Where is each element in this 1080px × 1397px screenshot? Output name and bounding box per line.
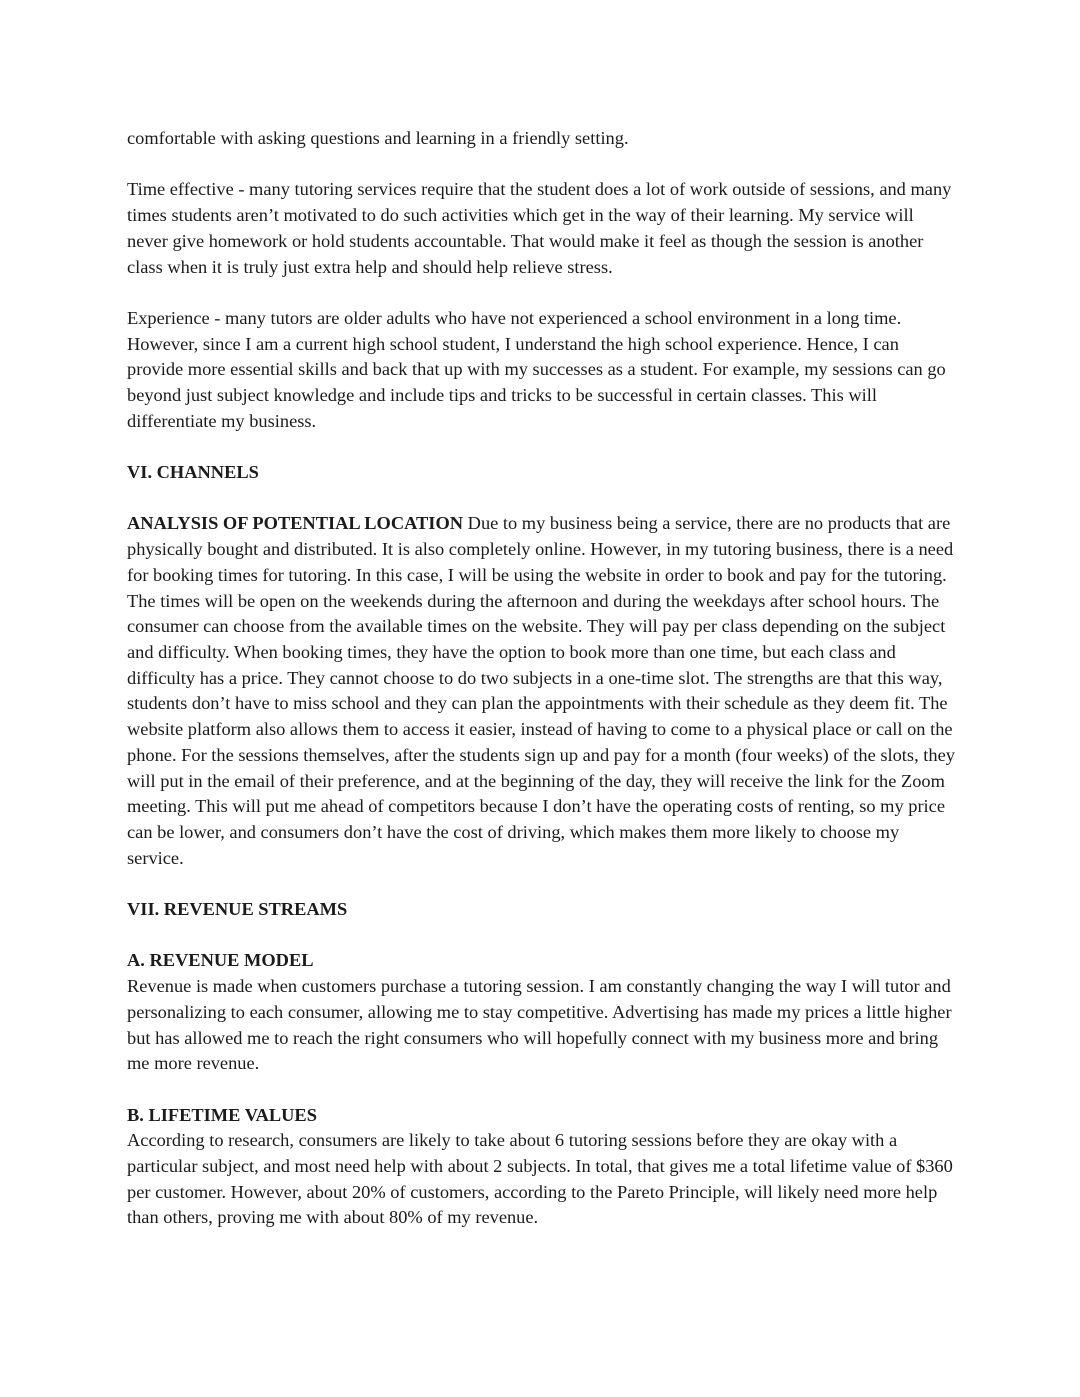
- spacer: [127, 1077, 957, 1103]
- location-analysis-heading: ANALYSIS OF POTENTIAL LOCATION: [127, 513, 464, 534]
- experience-paragraph: Experience - many tutors are older adults who have not experienced a school environment in a long time. However, since I am a current high school student, I understand the high school experience. Hence, I can provide more essential skills and back that up with my successes as a student. For example, my sessions can go beyond just subject knowledge and include tips and tricks to be successful in certain classes. This will differentiate my business.: [127, 307, 946, 431]
- revenue-model-paragraph: Revenue is made when customers purchase a tutoring session. I am constantly changing the way I will tutor and personalizing to each consumer, allowing me to stay competitive. Advertising has made my prices a little higher but has allowed me to reach the right consumers who will hopefully connect with my business more and bring me more revenue.: [127, 976, 952, 1074]
- spacer: [127, 871, 957, 897]
- lifetime-values-paragraph: According to research, consumers are likely to take about 6 tutoring sessions before they are okay with a particular subject, and most need help with about 2 subjects. In total, that gives me a total lifetime value of $360 per customer. However, about 20% of customers, according to the Pareto Principle, will likely need more help than others, proving me with about 80% of my revenue.: [127, 1130, 953, 1228]
- intro-paragraph-end: comfortable with asking questions and learning in a friendly setting.: [127, 128, 629, 148]
- channels-section-heading: VI. CHANNELS: [127, 462, 259, 483]
- document-page: [127, 126, 957, 1231]
- location-analysis-body: Due to my business being a service, there are no products that are physically bought and distributed. It is also completely online. However, in my tutoring business, there is a need for booking times for tutoring. In this case, I will be using the website in order to book and pay for the tutoring. The times will be open on the weekends during the afternoon and during the weekdays after school hours. The consumer can choose from the available times on the website. They will pay per class depending on the subject and difficulty. When booking times, they have the option to book more than one time, but each class and difficulty has a price. They cannot choose to do two subjects in a one-time slot. The strengths are that this way, students don’t have to miss school and they can plan the appointments with their schedule as they deem fit. The website platform also allows them to access it easier, instead of having to come to a physical place or call on the phone. For the sessions themselves, after the students sign up and pay for a month (four weeks) of the slots, they will put in the email of their preference, and at the beginning of the day, they will receive the link for the Zoom meeting. This will put me ahead of competitors because I don’t have the operating costs of renting, so my price can be lower, and consumers don’t have the cost of driving, which makes them more likely to choose my service.: [127, 513, 955, 868]
- revenue-model-heading: A. REVENUE MODEL: [127, 950, 314, 971]
- time-effective-paragraph: Time effective - many tutoring services require that the student does a lot of work outside of sessions, and many times students aren’t motivated to do such activities which get in the way of their learning. My service will never give homework or hold students accountable. That would make it feel as though the session is another class when it is truly just extra help and should help relieve stress.: [127, 179, 952, 277]
- spacer: [127, 923, 957, 949]
- location-analysis-paragraph: [127, 511, 957, 871]
- spacer: [127, 152, 957, 178]
- revenue-streams-section-heading: VII. REVENUE STREAMS: [127, 899, 348, 920]
- spacer: [127, 280, 957, 306]
- spacer: [127, 486, 957, 512]
- lifetime-values-heading: B. LIFETIME VALUES: [127, 1104, 317, 1125]
- spacer: [127, 434, 957, 460]
